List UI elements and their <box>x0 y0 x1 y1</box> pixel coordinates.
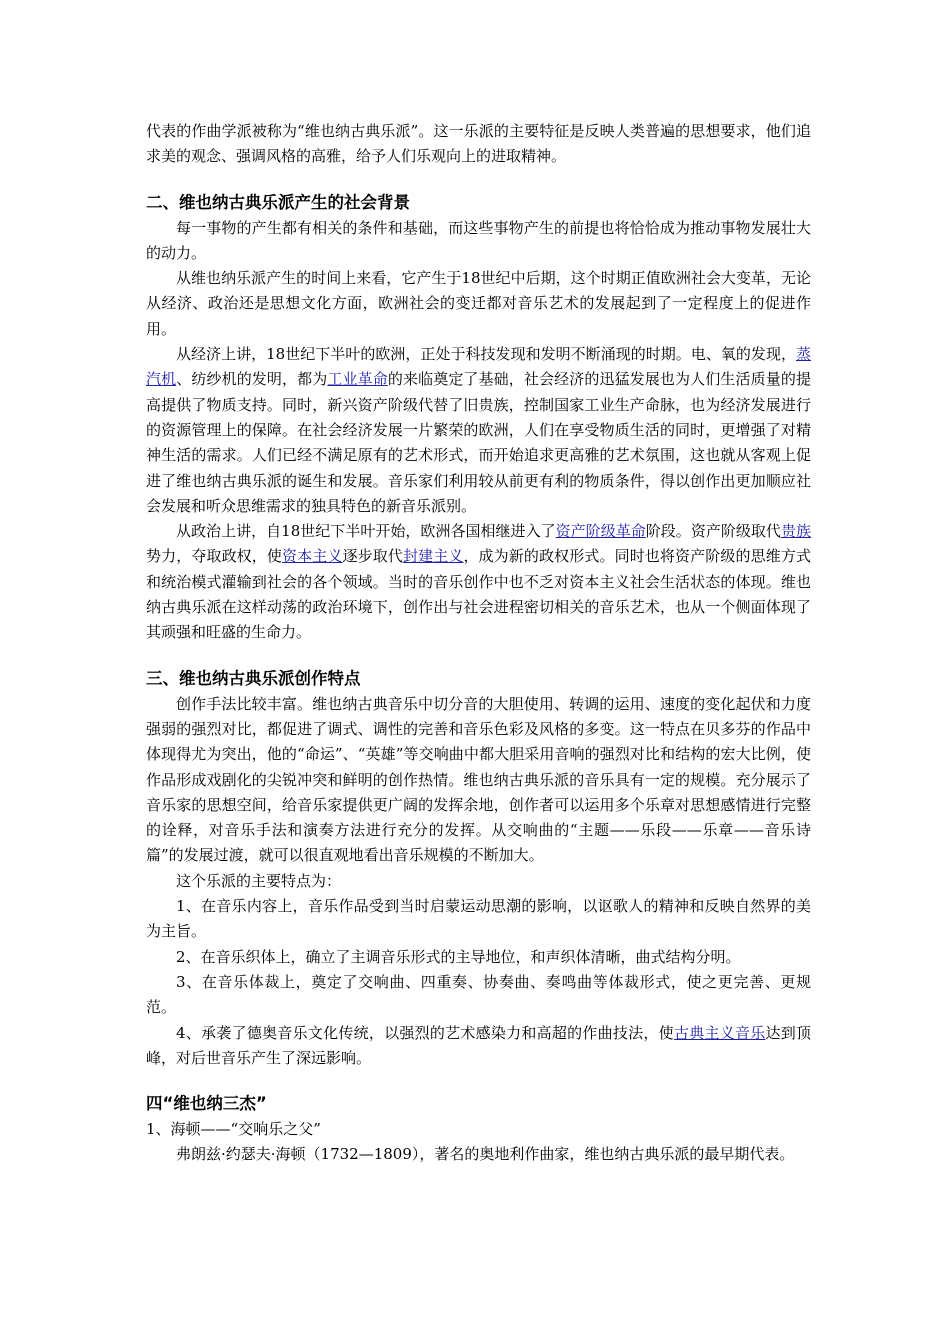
link-nobility[interactable]: 贵族 <box>780 522 811 541</box>
feature-item-2: 2、在音乐织体上，确立了主调音乐形式的主导地位，和声织体清晰，曲式结构分明。 <box>176 947 741 966</box>
link-bourgeois-revolution[interactable]: 资产阶级革命 <box>555 522 646 541</box>
link-feudalism[interactable]: 封建主义 <box>402 547 464 566</box>
section3-paragraph-2: 这个乐派的主要特点为： <box>176 871 342 890</box>
text-run: 从政治上讲，自18世纪下半叶开始，欧洲各国相继进入了 <box>176 522 556 541</box>
feature-item-1: 1、在音乐内容上，音乐作品受到当时启蒙运动思潮的影响，以讴歌人的精神和反映自然界的美为主旨。 <box>146 897 811 941</box>
text-run: 达到顶峰，对后世音乐产生了深远影响。 <box>146 1023 811 1067</box>
feature-item-4 <box>146 1021 811 1072</box>
section2-paragraph-2: 从维也纳乐派产生的时间上来看，它产生于18世纪中后期，这个时期正值欧洲社会大变革，无论从经济、政治还是思想文化方面，欧洲社会的变迁都对音乐艺术的发展起到了一定程度上的促进作用。 <box>146 269 811 338</box>
text-run: 、纺纱机的发明，都为 <box>176 370 328 389</box>
document-page <box>146 119 811 1167</box>
link-capitalism[interactable]: 资本主义 <box>282 547 343 566</box>
section2-paragraph-4 <box>146 519 811 645</box>
text-run: 逐步取代 <box>342 547 403 566</box>
intro-paragraph: 代表的作曲学派被称为“维也纳古典乐派”。这一乐派的主要特征是反映人类普遍的思想要求，他们追求美的观念、强调风格的高雅，给予人们乐观向上的进取精神。 <box>146 122 811 166</box>
section4-paragraph-1: 弗朗兹·约瑟夫·海顿（1732—1809），著名的奥地利作曲家，维也纳古典乐派的最早期代表。 <box>176 1145 795 1164</box>
feature-item-3: 3、在音乐体裁上，奠定了交响曲、四重奏、协奏曲、奏鸣曲等体裁形式，使之更完善、更规范。 <box>146 972 811 1017</box>
link-steam-engine[interactable]: 蒸汽机 <box>146 345 811 389</box>
text-run: 4、承袭了德奥音乐文化传统，以强烈的艺术感染力和高超的作曲技法，使 <box>176 1023 674 1042</box>
link-classical-music[interactable]: 古典主义音乐 <box>673 1023 766 1042</box>
text-run: 阶段。资产阶级取代 <box>645 522 781 541</box>
section-heading-4: 四“维也纳三杰” <box>146 1094 267 1114</box>
section4-subtitle: 1、海顿——“交响乐之父” <box>146 1120 321 1139</box>
section-heading-3: 三、维也纳古典乐派创作特点 <box>146 668 361 688</box>
text-run: ，成为新的政权形式。同时也将资产阶级的思维方式和统治模式灌输到社会的各个领域。当时的音乐创作中也不乏对资本主义社会生活状态的体现。维也纳古典乐派在这样动荡的政治环境下，创作出与社会进程密切相关的音乐艺术，也从一个侧面体现了其顽强和旺盛的生命力。 <box>146 547 811 642</box>
text-run: 势力，夺取政权，使 <box>146 547 283 566</box>
section-heading-2: 二、维也纳古典乐派产生的社会背景 <box>146 192 410 212</box>
text-run: 从经济上讲，18世纪下半叶的欧洲，正处于科技发现和发明不断涌现的时期。电、氧的发现， <box>176 345 796 364</box>
link-industrial-revolution[interactable]: 工业革命 <box>327 370 388 389</box>
text-run: 的来临奠定了基础，社会经济的迅猛发展也为人们生活质量的提高提供了物质支持。同时，新兴资产阶级代替了旧贵族，控制国家工业生产命脉，也为经济发展进行的资源管理上的保障。在社会经济发展一片繁荣的欧洲，人们在享受物质生活的同时，更增强了对精神生活的需求。人们已经不满足原有的艺术形式，而开始追求更高雅的艺术氛围，这也就从客观上促进了维也纳古典乐派的诞生和发展。音乐家们利用较从前更有利的物质条件，得以创作出更加顺应社会发展和听众思维需求的独具特色的新音乐派别。 <box>146 370 811 515</box>
section2-paragraph-1: 每一事物的产生都有相关的条件和基础，而这些事物产生的前提也将恰恰成为推动事物发展壮大的动力。 <box>146 218 811 262</box>
section2-paragraph-3 <box>146 342 811 519</box>
section3-paragraph-1: 创作手法比较丰富。维也纳古典音乐中切分音的大胆使用、转调的运用、速度的变化起伏和力度强弱的强烈对比，都促进了调式、调性的完善和音乐色彩及风格的多变。这一特点在贝多芬的作品中体现得尤为突出，他的“命运”、“英雄”等交响曲中都大胆采用音响的强烈对比和结构的宏大比例，使作品形成戏剧化的尖锐冲突和鲜明的创作热情。维也纳古典乐派的音乐具有一定的规模。充分展示了音乐家的思想空间，给音乐家提供更广阔的发挥余地，创作者可以运用多个乐章对思想感情进行完整的诠释，对音乐手法和演奏方法进行充分的发挥。从交响曲的“主题——乐段——乐章——音乐诗篇”的发展过渡，就可以很直观地看出音乐规模的不断加大。 <box>146 694 811 865</box>
